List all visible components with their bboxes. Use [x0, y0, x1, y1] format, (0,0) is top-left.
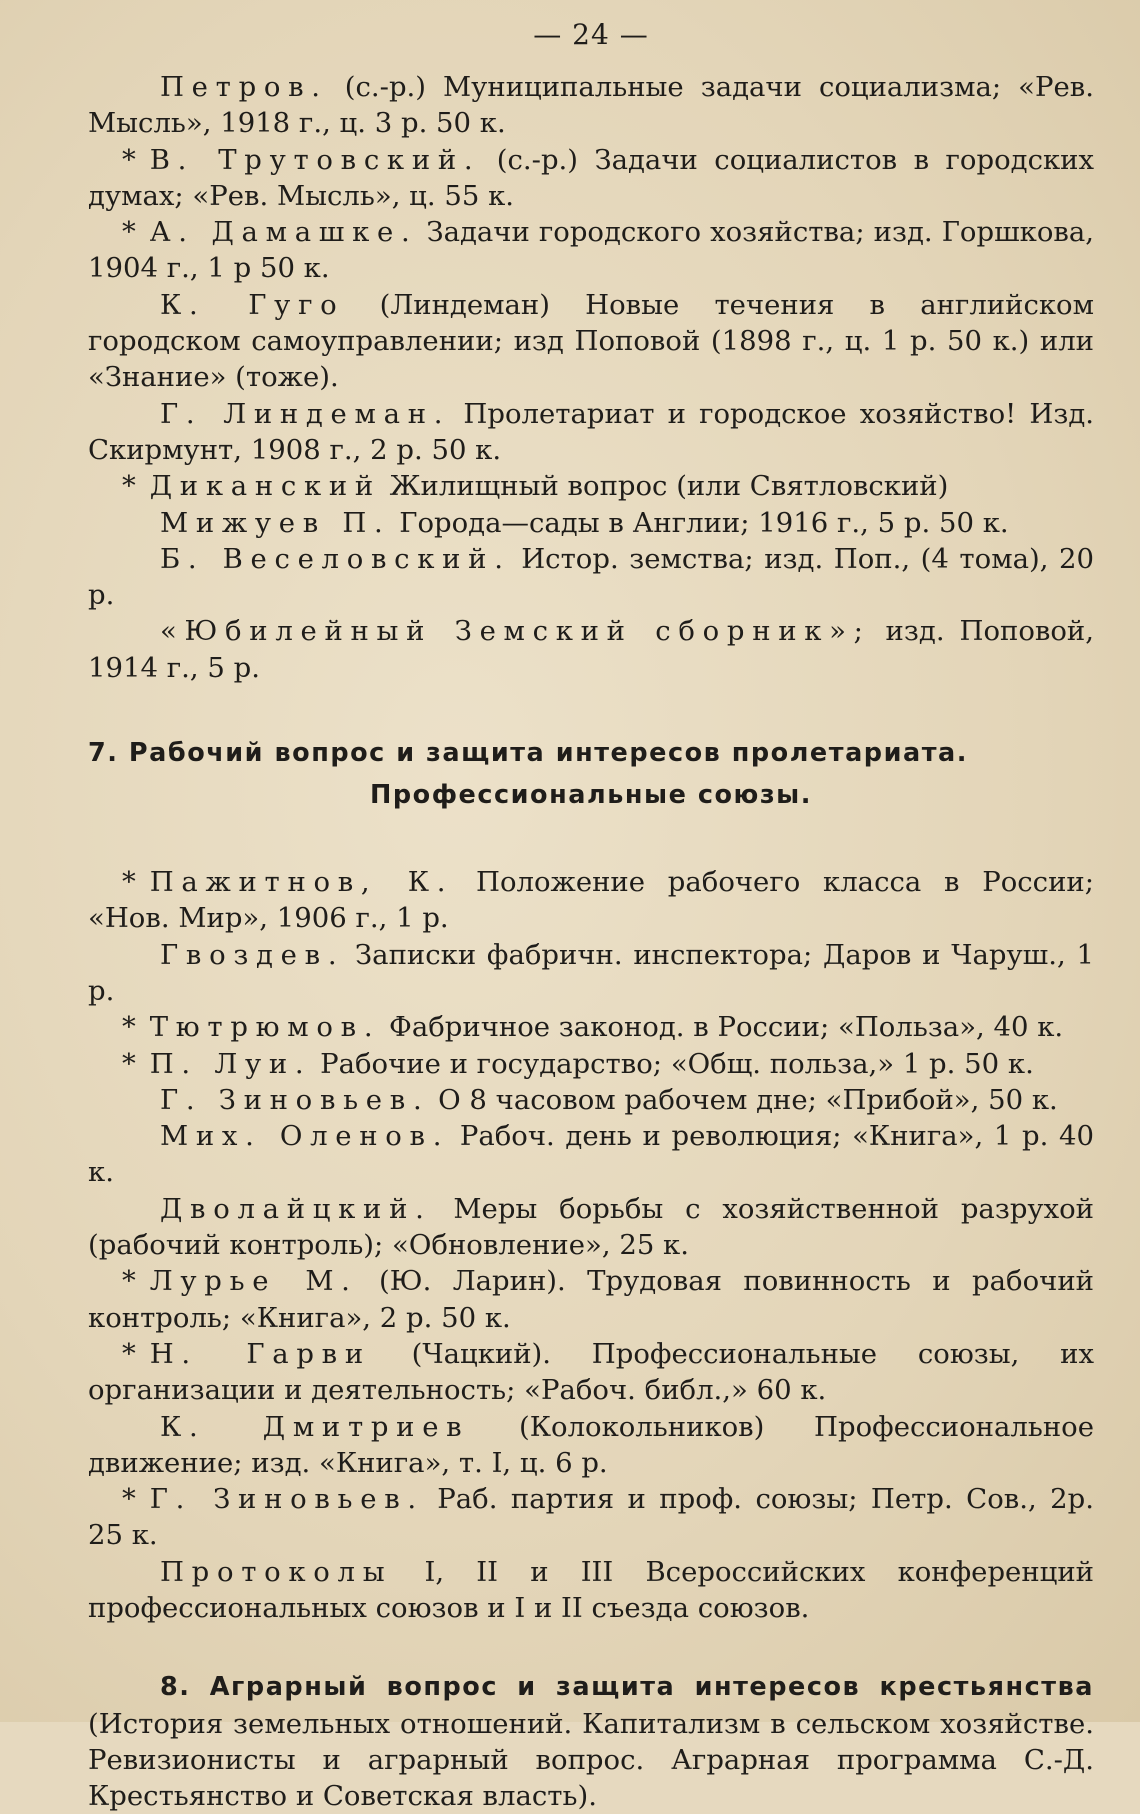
star-mark: *	[122, 470, 136, 503]
star-mark: *	[122, 216, 136, 249]
entry-author: А. Дамашке.	[149, 216, 418, 249]
entry-text: Меры борьбы с хозяйственной разрухой (рабочий контроль); «Обновление», 25 к.	[88, 1192, 1094, 1262]
entry-text: Рабочие и государство; «Общ. польза,» 1 р. 50 к.	[311, 1047, 1034, 1080]
entry-text: (с.-р.) Муниципальные задачи социализма; «Рев. Мысль», 1918 г., ц. 3 р. 50 к.	[88, 71, 1094, 140]
bibliography-entry	[88, 1481, 1094, 1554]
bibliography-entry	[88, 613, 1094, 686]
entry-text: (Линдеман) Новые течения в английском городском самоуправлении; изд Поповой (1898 г., ц. 1 р. 50 к.) или «Знание» (тоже).	[88, 288, 1094, 394]
entry-author: К. Дмитриев	[160, 1410, 470, 1443]
star-mark: *	[122, 1337, 136, 1370]
bibliography-entry	[88, 468, 1094, 504]
entry-text: Раб. партия и проф. союзы; Петр. Сов., 2р. 25 к.	[88, 1483, 1094, 1552]
entry-text: Записки фабричн. инспектора; Даров и Чаруш., 1 р.	[88, 938, 1094, 1007]
bibliography-entry	[88, 937, 1094, 1010]
section-heading-lead: 8. Аграрный вопрос и защита интересов крестьянства	[160, 1672, 1094, 1703]
entry-text: Города—сады в Англии; 1916 г., 5 р. 50 к.	[390, 506, 1009, 539]
bibliography-entry	[88, 1409, 1094, 1482]
section6-list	[88, 69, 1094, 686]
entry-text: (Колокольников) Профессиональное движение; изд. «Книга», т. I, ц. 6 р.	[88, 1410, 1094, 1479]
entry-author: Гвоздев.	[160, 938, 345, 971]
section-heading-line: 7. Рабочий вопрос и защита интересов пролетариата.	[88, 738, 968, 769]
bibliography-entry	[88, 69, 1094, 142]
entry-author: Г. Зиновьев.	[149, 1483, 424, 1516]
bibliography-entry	[88, 1082, 1094, 1118]
star-mark: *	[122, 1483, 136, 1516]
star-mark: *	[122, 866, 136, 899]
bibliography-entry	[88, 396, 1094, 469]
entry-author: Петров.	[160, 71, 328, 103]
entry-text: (Чацкий). Профессиональные союзы, их организации и деятельность; «Рабоч. библ.,» 60 к.	[88, 1337, 1094, 1407]
entry-author: Мижуев П.	[160, 506, 391, 539]
entry-text: Положение рабочего класса в России; «Нов. Мир», 1906 г., 1 р.	[88, 866, 1094, 935]
entry-text: Жилищный вопрос (или Святловский)	[380, 470, 949, 503]
entry-author: Тютрюмов.	[149, 1011, 381, 1044]
page-number: — 24 —	[533, 18, 649, 51]
entry-text: Истор. земства; изд. Поп., (4 тома), 20 р.	[88, 542, 1094, 612]
entry-text: О 8 часовом рабочем дне; «Прибой», 50 к.	[429, 1083, 1058, 1116]
bibliography-entry	[88, 1554, 1094, 1627]
entry-text: (Ю. Ларин). Трудовая повинность и рабочий контроль; «Книга», 2 р. 50 к.	[88, 1265, 1094, 1334]
bibliography-entry	[88, 541, 1094, 614]
entry-author: Мих. Оленов.	[160, 1120, 450, 1153]
star-mark: *	[122, 1265, 136, 1298]
star-mark: *	[122, 1047, 136, 1080]
entry-text: Фабричное законод. в России; «Польза», 40 к.	[380, 1011, 1064, 1044]
star-mark: *	[122, 143, 136, 176]
section-heading-8	[88, 1668, 1094, 1814]
section7-list	[88, 864, 1094, 1626]
star-mark: *	[122, 1011, 136, 1044]
entry-author: Пажитнов, К.	[149, 866, 454, 899]
bibliography-entry	[88, 1009, 1094, 1045]
entry-author: К. Гуго	[160, 288, 345, 321]
entry-text: Рабоч. день и революция; «Книга», 1 р. 40 к.	[88, 1120, 1094, 1189]
bibliography-entry	[88, 1118, 1094, 1191]
entry-author: Г. Линдеман.	[160, 397, 451, 430]
entry-text: Задачи городского хозяйства; изд. Горшкова, 1904 г., 1 р 50 к.	[88, 216, 1094, 285]
bibliography-entry	[88, 214, 1094, 287]
bibliography-entry	[88, 287, 1094, 396]
entry-author: Дволайцкий.	[160, 1192, 432, 1225]
entry-author: Диканский	[149, 470, 381, 503]
entry-author: Г. Зиновьев.	[160, 1083, 430, 1116]
bibliography-entry	[88, 142, 1094, 215]
entry-text: (с.-р.) Задачи социалистов в городских думах; «Рев. Мысль», ц. 55 к.	[88, 143, 1094, 212]
section-heading-text: (История земельных отношений. Капитализм в сельском хозяйстве. Ревизионисты и аграрный вопрос. Аграрная программа С.-Д. Крестьянство и Советская власть).	[88, 1707, 1094, 1813]
entry-author: Б. Веселовский.	[160, 542, 511, 575]
bibliography-entry	[88, 1046, 1094, 1082]
bibliography-entry	[88, 1263, 1094, 1336]
entry-author: В. Трутовский.	[149, 143, 481, 176]
section-heading-7	[88, 732, 1094, 816]
section-heading-line: Профессиональные союзы.	[370, 780, 812, 811]
section-heading-paragraph	[88, 1668, 1094, 1814]
entry-text: I, II и III Всероссийских конференций профессиональных союзов и I и II съезда союзов.	[88, 1555, 1094, 1624]
entry-author: «Юбилейный Земский сборник»;	[160, 615, 871, 648]
entry-author: Протоколы	[160, 1555, 393, 1588]
entry-author: Н. Гарви	[149, 1337, 371, 1370]
bibliography-entry	[88, 1336, 1094, 1409]
bibliography-entry	[88, 864, 1094, 937]
entry-text: Пролетариат и городское хозяйство! Изд. Скирмунт, 1908 г., 2 р. 50 к.	[88, 397, 1095, 466]
entry-text: изд. Поповой, 1914 г., 5 р.	[88, 615, 1094, 684]
bibliography-entry	[88, 505, 1094, 541]
entry-author: Лурье М.	[149, 1265, 358, 1298]
entry-author: П. Луи.	[149, 1047, 312, 1080]
bibliography-entry	[88, 1191, 1094, 1264]
